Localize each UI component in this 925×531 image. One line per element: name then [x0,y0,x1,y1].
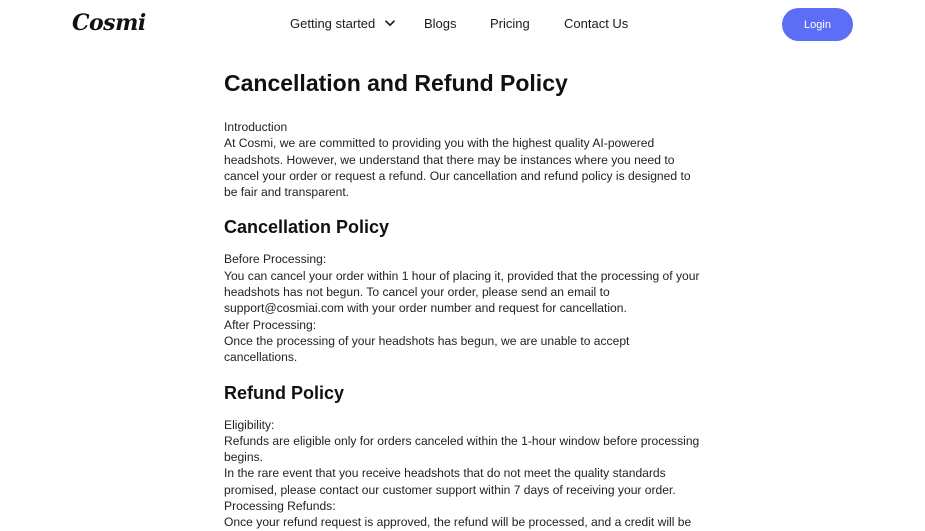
nav-contact-us[interactable]: Contact Us [564,16,629,31]
cancellation-heading: Cancellation Policy [224,217,390,238]
nav-blogs[interactable]: Blogs [424,16,457,31]
before-processing-text: You can cancel your order within 1 hour of placing it, provided that the processing of your headshots has not begun. To cancel your order, please send an email to support@cosmiai.com with your order number and request for cancellation. [224,268,700,316]
eligibility-text-1: Refunds are eligible only for orders canceled within the 1-hour window before processing begins. [224,433,700,465]
after-processing-label: After Processing: [224,317,317,332]
intro-text: At Cosmi, we are committed to providing you with the highest quality AI-powered headshots. However, we understand that there may be instances where you need to cancel your order or request a refund. Our cancellation and refund policy is designed to be fair and transparent. [224,136,691,200]
eligibility-text-2: In the rare event that you receive headshots that do not meet the quality standards promised, please contact our customer support within 7 days of receiving your order. [224,466,676,497]
after-processing-text: Once the processing of your headshots has begun, we are unable to accept cancellations. [224,333,630,365]
before-processing-label: Before Processing: [224,252,327,267]
chevron-down-icon [385,20,395,27]
top-navbar [0,0,925,48]
policy-content [224,68,700,531]
intro-label: Introduction [224,120,288,134]
cosmi-logo[interactable]: Cosmi [72,10,146,36]
nav-getting-started-label: Getting started [290,16,376,31]
login-button[interactable]: Login [782,8,853,41]
nav-getting-started[interactable] [290,16,395,31]
refund-heading: Refund Policy [224,382,345,403]
processing-refunds-text: Once your refund request is approved, the refund will be processed, and a credit will be [224,515,692,530]
eligibility-label: Eligibility: [224,417,275,432]
page-title: Cancellation and Refund Policy [224,70,568,96]
nav-pricing[interactable]: Pricing [490,16,530,31]
processing-refunds-label: Processing Refunds: [224,499,336,514]
